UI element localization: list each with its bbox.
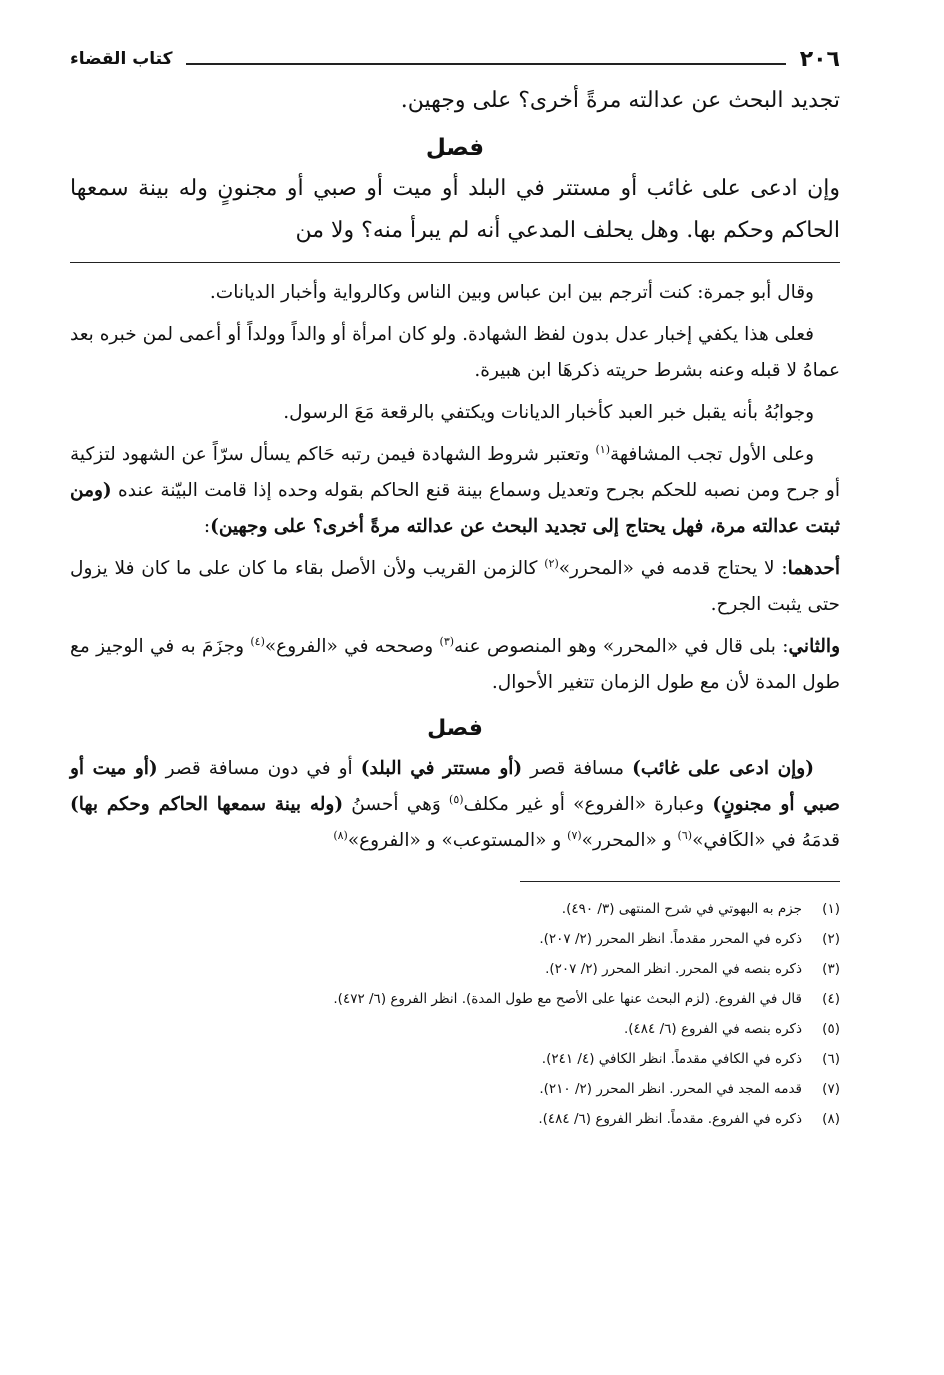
footnote-number: (٥) xyxy=(822,1021,840,1037)
footnote-text: ذكره بنصه في المحرر. انظر المحرر (٢/ ٢٠٧). xyxy=(545,961,802,977)
page-number: ٢٠٦ xyxy=(799,46,840,72)
footnote-number: (٨) xyxy=(822,1111,840,1127)
footnote-ref[interactable]: (٧) xyxy=(567,828,582,842)
footnote-ref[interactable]: (٦) xyxy=(677,828,693,842)
text-run: مسافة قصر xyxy=(522,758,633,779)
footnote-separator xyxy=(520,881,840,882)
header-rule xyxy=(186,63,785,65)
footnote xyxy=(70,954,840,984)
footnote-ref[interactable]: (٨) xyxy=(333,828,348,842)
commentary-paragraph: وقال أبو جمرة: كنت أترجم بين ابن عباس وبين الناس وكالرواية وأخبار الديانات. xyxy=(209,282,814,303)
footnote-text: قال في الفروع. (لزم البحث عنها على الأصح مع طول المدة). انظر الفروع (٦/ ٤٧٢). xyxy=(333,991,802,1007)
footnote xyxy=(70,1014,840,1044)
opinion-label: أحدهما xyxy=(787,558,840,579)
matn-paragraph: وإن ادعى على غائب أو مستتر في البلد أو ميت أو صبي أو مجنونٍ وله بينة سمعها الحاكم وحكم بها. وهل يحلف المدعي أنه لم يبرأ منه؟ ولا من xyxy=(70,176,840,243)
section-heading: فصل xyxy=(427,716,483,741)
text-run: أو في دون مسافة قصر xyxy=(157,758,361,779)
text-run: : xyxy=(203,516,211,537)
footnote-number: (١) xyxy=(822,901,840,917)
text-run: وجزَمَ به في الوجيز مع طول المدة لأن مع طول الزمان تتغير الأحوال. xyxy=(70,636,840,693)
quoted-matn: (أو مستتر في البلد) xyxy=(360,758,523,779)
text-run: وصححه في «الفروع» xyxy=(264,636,440,657)
footnote-number: (٤) xyxy=(822,991,840,1007)
commentary-paragraph: وجوابُهُ بأنه يقبل خبر العبد كأخبار الديانات ويكتفي بالرقعة مَعَ الرسول. xyxy=(283,402,814,423)
text-run: : لا يحتاج قدمه في «المحرر» xyxy=(558,558,788,579)
footnote-number: (٣) xyxy=(822,961,840,977)
book-page xyxy=(70,38,840,1134)
footnote-ref[interactable]: (٣) xyxy=(439,634,455,648)
footnote-ref[interactable]: (٥) xyxy=(449,792,464,806)
text-run: و «المستوعب» و «الفروع» xyxy=(347,830,568,851)
commentary-text xyxy=(70,275,840,859)
footnote-text: ذكره بنصه في الفروع (٦/ ٤٨٤). xyxy=(623,1021,802,1037)
footnote xyxy=(70,1104,840,1134)
commentary-paragraph: فعلى هذا يكفي إخبار عدل بدون لفظ الشهادة. ولو كان امرأة أو والداً وولداً أو أعمى لمن خبره بعد عماهُ لا قبله وعنه بشرط حريته ذكرهَا ابن هبيرة. xyxy=(70,324,840,381)
footnote xyxy=(70,1044,840,1074)
footnote xyxy=(70,924,840,954)
footnote-number: (٧) xyxy=(822,1081,840,1097)
text-run: قدمَهُ في «الكَافي» xyxy=(692,830,840,851)
commentary-paragraph xyxy=(70,751,840,859)
opinion-label: والثاني xyxy=(788,636,840,657)
footnote-text: قدمه المجد في المحرر. انظر المحرر (٢/ ٢١٠). xyxy=(539,1081,802,1097)
footnote-text: ذكره في المحرر مقدماً. انظر المحرر (٢/ ٢٠٧). xyxy=(539,931,802,947)
text-run: وَهي أحسنُ xyxy=(343,794,450,815)
commentary-paragraph xyxy=(70,551,840,623)
commentary-paragraph xyxy=(70,629,840,701)
book-title: كتاب القضاء xyxy=(70,49,173,69)
footnotes xyxy=(70,894,840,1134)
matn-separator xyxy=(70,262,840,263)
footnote-number: (٦) xyxy=(822,1051,840,1067)
footnote-ref[interactable]: (٢) xyxy=(544,556,559,570)
matn-text xyxy=(70,80,840,252)
footnote-number: (٢) xyxy=(822,931,840,947)
footnote-ref[interactable]: (٤) xyxy=(250,634,265,648)
quoted-matn: (أو ميت أو صبي أو مجنونٍ) xyxy=(70,758,840,815)
footnote-text: جزم به البهوتي في شرح المنتهى (٣/ ٤٩٠). xyxy=(561,901,802,917)
text-run: وعلى الأول تجب المشافهة xyxy=(610,444,814,465)
running-header xyxy=(70,38,840,80)
section-heading: فصل xyxy=(425,135,485,161)
text-run: وتعتبر شروط الشهادة فيمن رتبه حَاكم يسأل سرّاً عن الشهود لتزكية أو جرح ومن نصبه للحكم بجرح وتعديل وسماع بينة قنع الحاكم بقوله وحده إذا قامت البيّنة عنده xyxy=(70,444,840,501)
quoted-matn: (ومن ثبتت عدالته مرة، فهل يحتاج إلى تجديد البحث عن عدالته مرةً أخرى؟ على وجهين) xyxy=(70,480,840,537)
matn-line: تجديد البحث عن عدالته مرةً أخرى؟ على وجهين. xyxy=(400,88,840,113)
footnote xyxy=(70,1074,840,1104)
commentary-paragraph xyxy=(70,437,840,545)
text-run: و «المحرر» xyxy=(581,830,678,851)
text-run: كالزمن القريب ولأن الأصل بقاء ما كان على ما كان فلا يزول حتى يثبت الجرح. xyxy=(70,558,840,615)
footnote-text: ذكره في الفروع. مقدماً. انظر الفروع (٦/ ٤٨٤). xyxy=(538,1111,802,1127)
quoted-matn: (وله بينة سمعها الحاكم وحكم بها) xyxy=(70,794,344,815)
text-run: وعبارة «الفروع» أو غير مكلف xyxy=(463,794,713,815)
footnote xyxy=(70,984,840,1014)
footnote-text: ذكره في الكافي مقدماً. انظر الكافي (٤/ ٢٤١). xyxy=(541,1051,802,1067)
footnote-ref[interactable]: (١) xyxy=(595,442,610,456)
text-run: : بلى قال في «المحرر» وهو المنصوص عنه xyxy=(454,636,789,657)
footnote xyxy=(70,894,840,924)
quoted-matn: (وإن ادعى على غائب) xyxy=(632,758,814,779)
